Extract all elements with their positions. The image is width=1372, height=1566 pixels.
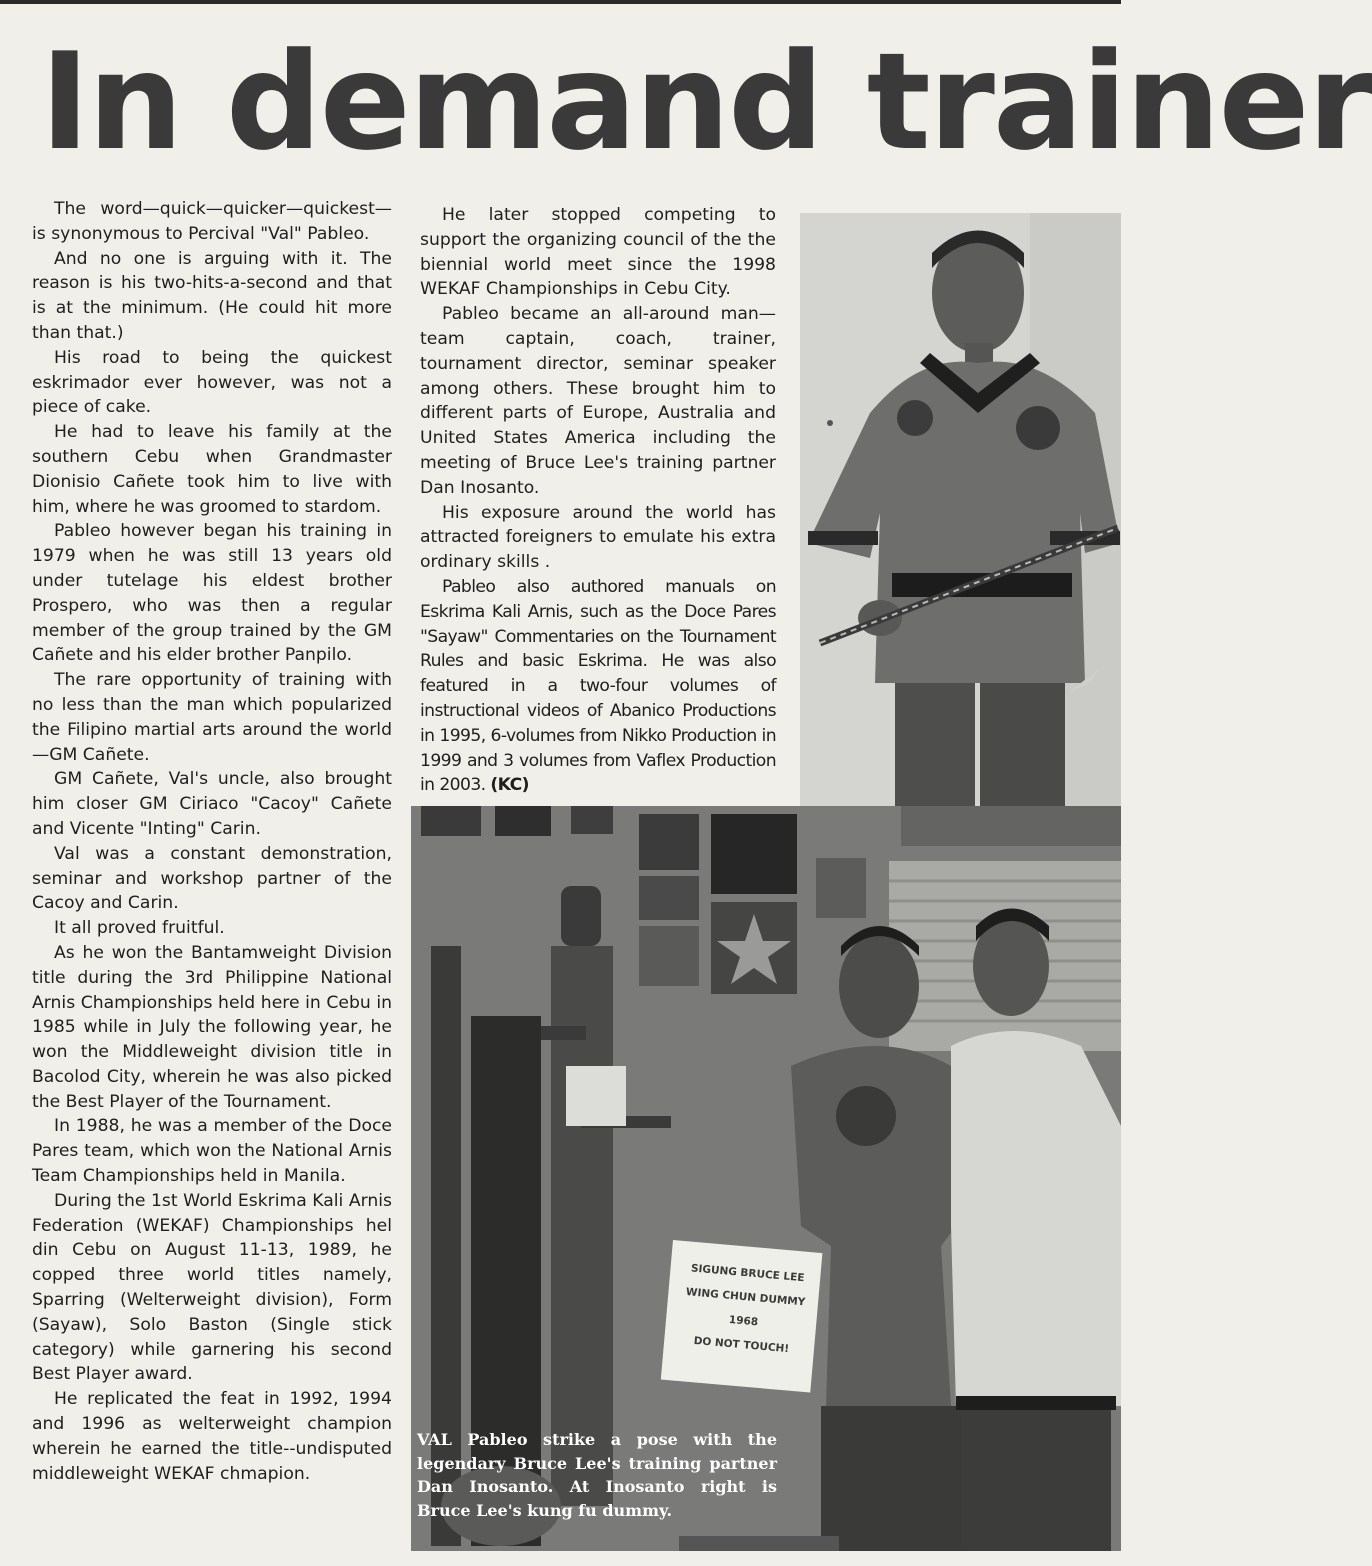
paragraph: Pableo became an all-around man—team captain, coach, trainer, tournament director, seminar speaker among others. These brought him to different parts of Europe, Australia and United States America including the meeting of Bruce Lee's training partner Dan Inosanto.	[420, 304, 776, 498]
paragraph: The word—quick—quicker—quickest—is synonymous to Percival "Val" Pableo.	[32, 199, 392, 244]
photo-caption: VAL Pableo strike a pose with the legendary Bruce Lee's training partner Dan Inosanto. At Inosanto right is Bruce Lee's kung fu dummy.	[417, 1430, 777, 1520]
paragraph: Pableo however began his training in 1979 when he was still 13 years old under tutelage his eldest brother Prospero, who was then a regular member of the group trained by the GM Cañete and his elder brother Panpilo.	[32, 521, 392, 666]
article-column-left	[32, 197, 392, 1486]
paragraph	[420, 575, 776, 798]
paragraph: GM Cañete, Val's uncle, also brought him closer GM Ciriaco "Cacoy" Cañete and Vicente "Inting" Carin.	[32, 769, 392, 839]
paragraph: In 1988, he was a member of the Doce Pares team, which won the National Arnis Team Championships held in Manila.	[32, 1116, 392, 1187]
paragraph: His exposure around the world has attracted foreigners to emulate his extra ordinary skills .	[420, 502, 776, 573]
dummy-sign-label	[668, 1255, 822, 1363]
sign-line: SIGUNG BRUCE LEE	[690, 1262, 805, 1285]
paragraph-text: Pableo also authored manuals on Eskrima Kali Arnis, such as the Doce Pares "Sayaw" Commentaries on the Tournament Rules and basic Eskrima. He was also featured in a two-four volumes of instructional videos of Abanico Productions in 1995, 6-volumes from Nikko Production in 1999 and 3 volumes from Vaflex Production in 2003.	[420, 576, 776, 796]
sign-line: DO NOT TOUCH!	[693, 1334, 790, 1356]
top-rule	[0, 0, 1121, 4]
sign-line: WING CHUN DUMMY	[685, 1286, 806, 1309]
article-headline: In demand trainer	[40, 24, 1372, 180]
paragraph: The rare opportunity of training with no less than the man which popularized the Filipino martial arts around the world—GM Cañete.	[32, 670, 392, 765]
paragraph: As he won the Bantamweight Division title during the 3rd Philippine National Arnis Championships held here in Cebu in 1985 while in July the following year, he won the Middleweight division title in Bacolod City, wherein he was also picked the Best Player of the Tournament.	[32, 942, 392, 1112]
paragraph: His road to being the quickest eskrimador ever however, was not a piece of cake.	[32, 347, 392, 418]
photo-portrait	[800, 213, 1121, 810]
paragraph: And no one is arguing with it. The reason is his two-hits-a-second and that is at the minimum. (He could hit more than that.)	[32, 248, 392, 343]
article-column-right	[420, 203, 776, 798]
paragraph: During the 1st World Eskrima Kali Arnis Federation (WEKAF) Championships hel din Cebu on August 11-13, 1989, he copped three world titles namely, Sparring (Welterweight division), Form (Sayaw), Solo Baston (Single stick category) while garnering his second Best Player award.	[32, 1190, 392, 1385]
author-credit: (KC)	[490, 775, 529, 796]
paragraph: He replicated the feat in 1992, 1994 and 1996 as welterweight champion wherein he earned the title--undisputed middleweight WEKAF chmapion.	[32, 1389, 392, 1484]
sign-line: 1968	[728, 1313, 759, 1329]
paragraph: He later stopped competing to support the organizing council of the the biennial world meet since the 1998 WEKAF Championships in Cebu City.	[420, 205, 776, 300]
paragraph: It all proved fruitful.	[54, 918, 225, 939]
paragraph: Val was a constant demonstration, seminar and workshop partner of the Cacoy and Carin.	[32, 843, 392, 914]
paragraph: He had to leave his family at the southern Cebu when Grandmaster Dionisio Cañete took him to live with him, where he was groomed to stardom.	[32, 422, 392, 517]
portrait-illustration	[800, 213, 1121, 810]
